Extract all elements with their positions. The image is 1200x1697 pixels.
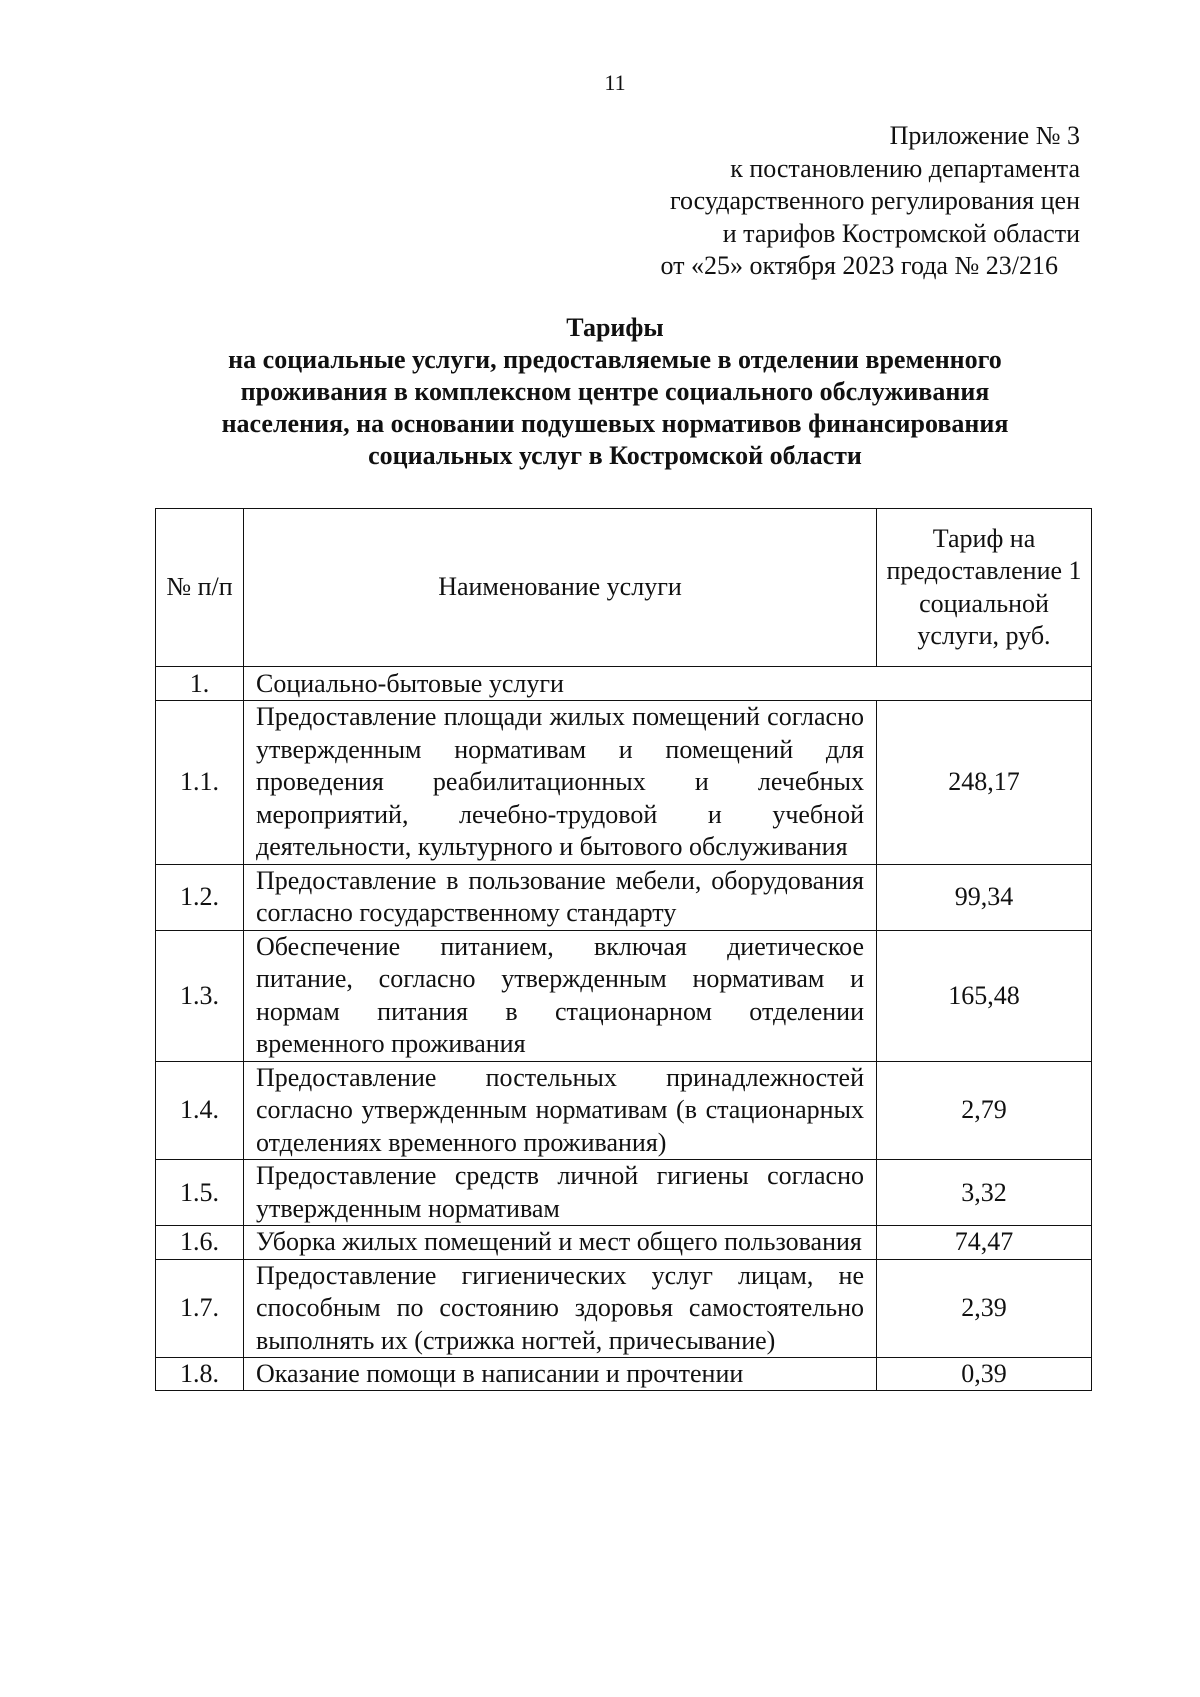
row-service-name: Обеспечение питанием, включая диетическое питание, согласно утвержденным нормативам и нормам питания в стационарном отделении временного проживания bbox=[256, 931, 864, 1058]
row-tariff: 0,39 bbox=[877, 1358, 1092, 1391]
row-name-cell bbox=[244, 1160, 877, 1226]
row-service-name: Уборка жилых помещений и мест общего пользования bbox=[256, 1227, 862, 1256]
row-service-name: Предоставление гигиенических услуг лицам, не способным по состоянию здоровья самостоятельно выполнять их (стрижка ногтей, причесывание) bbox=[256, 1260, 864, 1355]
row-num: 1.1. bbox=[156, 701, 244, 865]
header-tariff-text: Тариф на предоставление 1 социальной услуги, руб. bbox=[886, 523, 1082, 650]
appendix-line: Приложение № 3 bbox=[889, 121, 1080, 150]
page-number: 11 bbox=[604, 70, 626, 95]
row-num: 1.5. bbox=[156, 1160, 244, 1226]
title-line: на социальные услуги, предоставляемые в отделении временного bbox=[228, 345, 1002, 374]
section-name: Социально-бытовые услуги bbox=[256, 668, 564, 698]
row-tariff: 2,79 bbox=[877, 1061, 1092, 1160]
table-row bbox=[156, 701, 1092, 865]
title-line: населения, на основании подушевых нормативов финансирования bbox=[221, 409, 1009, 438]
row-num: 1.2. bbox=[156, 864, 244, 930]
row-name-cell bbox=[244, 864, 877, 930]
row-service-name: Предоставление площади жилых помещений согласно утвержденным нормативам и помещений для проведения реабилитационных и лечебных мероприятий, лечебно-трудовой и учебной деятельности, культурного и бытового обслуживания bbox=[256, 702, 864, 861]
table-row bbox=[156, 1160, 1092, 1226]
appendix-header bbox=[560, 120, 1080, 283]
title-line: социальных услуг в Костромской области bbox=[368, 441, 862, 470]
appendix-line: государственного регулирования цен bbox=[670, 186, 1080, 215]
appendix-date-line: от «25» октября 2023 года № 23/216 bbox=[660, 251, 1058, 280]
row-name-cell bbox=[244, 701, 877, 865]
appendix-line: к постановлению департамента bbox=[730, 153, 1080, 183]
row-name-cell bbox=[244, 1061, 877, 1160]
row-service-name: Предоставление постельных принадлежностей согласно утвержденным нормативам (в стационарных отделениях временного проживания) bbox=[256, 1062, 864, 1157]
row-tariff: 165,48 bbox=[877, 930, 1092, 1061]
row-name-cell bbox=[244, 1226, 877, 1260]
row-service-name: Оказание помощи в написании и прочтении bbox=[256, 1359, 744, 1388]
row-num: 1.8. bbox=[156, 1358, 244, 1391]
section-num: 1. bbox=[156, 667, 244, 701]
table-row bbox=[156, 864, 1092, 930]
row-tariff: 2,39 bbox=[877, 1259, 1092, 1358]
row-num: 1.7. bbox=[156, 1259, 244, 1358]
row-tariff: 74,47 bbox=[877, 1226, 1092, 1260]
row-service-name: Предоставление средств личной гигиены согласно утвержденным нормативам bbox=[256, 1161, 864, 1223]
table-row bbox=[156, 1226, 1092, 1260]
row-tariff: 3,32 bbox=[877, 1160, 1092, 1226]
tariffs-table bbox=[155, 508, 1092, 1391]
row-num: 1.6. bbox=[156, 1226, 244, 1260]
row-service-name: Предоставление в пользование мебели, оборудования согласно государственному стандарту bbox=[256, 865, 864, 927]
row-tariff: 248,17 bbox=[877, 701, 1092, 865]
table-row bbox=[156, 1061, 1092, 1160]
header-service-name: Наименование услуги bbox=[244, 509, 877, 667]
table-row bbox=[156, 930, 1092, 1061]
appendix-line: и тарифов Костромской области bbox=[722, 218, 1080, 248]
row-name-cell bbox=[244, 1358, 877, 1391]
title-line: Тарифы bbox=[566, 313, 664, 342]
table-row bbox=[156, 1358, 1092, 1391]
table-header-row bbox=[156, 509, 1092, 667]
title-line: проживания в комплексном центре социального обслуживания bbox=[240, 377, 990, 406]
section-row bbox=[156, 667, 1092, 701]
row-name-cell bbox=[244, 930, 877, 1061]
row-num: 1.4. bbox=[156, 1061, 244, 1160]
row-num: 1.3. bbox=[156, 930, 244, 1061]
header-tariff bbox=[877, 509, 1092, 667]
header-num: № п/п bbox=[156, 509, 244, 667]
section-name-cell bbox=[244, 667, 1092, 701]
table-row bbox=[156, 1259, 1092, 1358]
row-name-cell bbox=[244, 1259, 877, 1358]
row-tariff: 99,34 bbox=[877, 864, 1092, 930]
document-title bbox=[150, 312, 1080, 472]
